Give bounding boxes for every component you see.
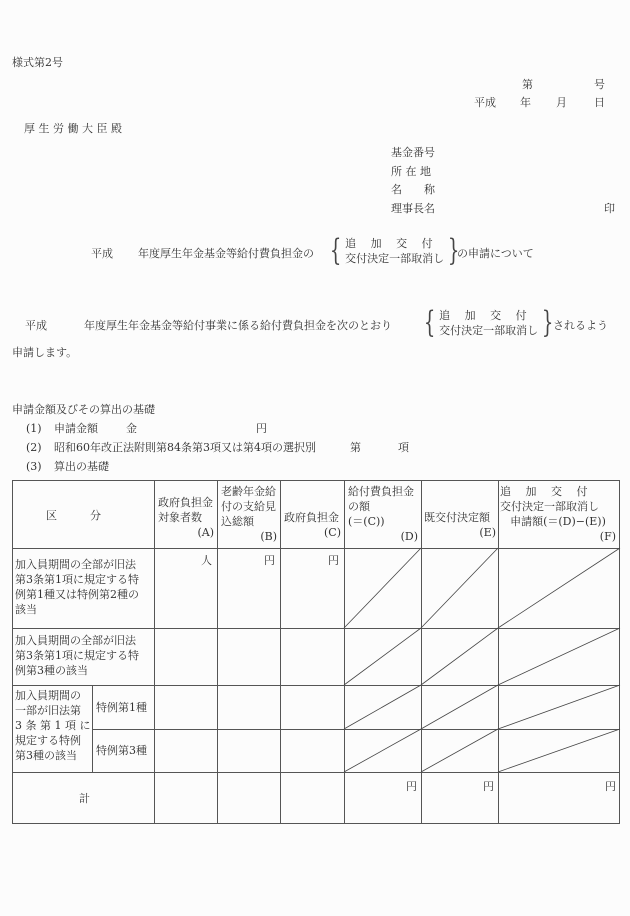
date-year: 年: [520, 96, 531, 109]
total-label: 計: [79, 792, 90, 805]
header-b-code: (B): [260, 530, 277, 543]
row2-label-line1: 加入員期間の全部が旧法: [15, 634, 136, 647]
item3-label: 算出の基礎: [54, 460, 109, 473]
addressee: 厚 生 労 働 大 臣 殿: [24, 122, 122, 135]
header-col-b: [221, 484, 277, 544]
header-a-line2: 対象者数: [158, 511, 202, 524]
fund-number-label: 基金番号: [391, 146, 435, 159]
body-line2: 申請します。: [12, 346, 78, 359]
total-f-unit: 円: [605, 780, 616, 793]
item2-label: 昭和60年改正法附則第84条第3項又は第4項の選択別: [54, 441, 316, 454]
header-d-line1: 給付費負担金: [348, 485, 414, 498]
item1-number: (1): [26, 422, 42, 435]
header-col-d: [348, 484, 418, 544]
body-text: 年度厚生年金基金等給付事業に係る給付費負担金を次のとおり: [84, 319, 392, 332]
header-d-line3: (＝(C)): [348, 515, 385, 528]
title-suffix: の申請について: [457, 247, 534, 260]
item3-number: (3): [26, 460, 42, 473]
header-a-line1: 政府負担金: [158, 496, 213, 509]
row1-a-unit: 人: [201, 554, 212, 567]
total-d-unit: 円: [406, 780, 417, 793]
right-brace-icon: }: [447, 233, 460, 268]
group-label-line2: 一部が旧法第: [15, 704, 81, 717]
group-label-line5: 第3種の該当: [15, 749, 77, 762]
section-heading: 申請金額及びその算出の基礎: [12, 403, 155, 416]
item1-mid: 金: [126, 422, 137, 435]
date-day: 日: [594, 96, 605, 109]
row1-label: [15, 557, 153, 617]
header-f-code: (F): [599, 530, 616, 543]
header-f-line3: 申請額(＝(D)−(E)): [510, 515, 606, 528]
row1-b-unit: 円: [264, 554, 275, 567]
header-b-line3: 込総額: [221, 515, 254, 528]
header-col-f: [500, 484, 616, 544]
right-brace-icon: }: [541, 305, 554, 340]
date-era: 平成: [474, 96, 496, 109]
body-suffix: されるよう: [553, 319, 608, 332]
left-brace-icon: {: [423, 305, 436, 340]
doc-number-suffix: 号: [594, 78, 605, 91]
item1-unit: 円: [256, 422, 267, 435]
header-d-code: (D): [400, 530, 418, 543]
row-group-label: [15, 688, 91, 763]
item2-number: (2): [26, 441, 42, 454]
header-e-line1: 既交付決定額: [424, 511, 490, 524]
body-era: 平成: [25, 319, 47, 332]
item2-unit: 項: [398, 441, 409, 454]
row1-c-unit: 円: [328, 554, 339, 567]
header-b-line1: 老齢年金給: [221, 485, 276, 498]
header-col-c: [284, 510, 341, 540]
header-f-option-additional: 追 加 交 付: [500, 485, 588, 498]
form-number: 様式第2号: [12, 56, 63, 69]
director-label: 理事長名: [391, 202, 435, 215]
row1-label-line1: 加入員期間の全部が旧法: [15, 558, 136, 571]
header-a-code: (A): [197, 526, 214, 539]
header-col-a: [158, 495, 214, 540]
row3-sub-label: 特例第1種: [96, 701, 147, 714]
title-era: 平成: [91, 247, 113, 260]
doc-number-prefix: 第: [522, 78, 533, 91]
row1-label-line4: 該当: [15, 603, 37, 616]
header-c-code: (C): [324, 526, 341, 539]
row1-label-line2: 第3条第1項に規定する特: [15, 573, 139, 586]
header-e-code: (E): [479, 526, 496, 539]
header-f-option-cancel: 交付決定一部取消し: [500, 500, 599, 513]
title-option-cancel: 交付決定一部取消し: [345, 252, 445, 265]
item1-label: 申請金額: [54, 422, 98, 435]
group-label-line1: 加入員期間の: [15, 689, 81, 702]
row2-label-line3: 例第3種の該当: [15, 664, 88, 677]
row1-label-line3: 例第1種又は特例第2種の: [15, 588, 139, 601]
body-option-cancel: 交付決定一部取消し: [439, 324, 539, 337]
title-option-additional: 追 加 交 付: [345, 237, 433, 250]
item2-mid: 第: [350, 441, 361, 454]
date-month: 月: [556, 96, 567, 109]
header-b-line2: 付の支給見: [221, 500, 276, 513]
group-label-line3: 3 条 第 1 項 に: [15, 719, 91, 732]
header-category: 区 分: [46, 509, 101, 522]
left-brace-icon: {: [329, 233, 342, 268]
total-e-unit: 円: [483, 780, 494, 793]
header-c-line1: 政府負担金: [284, 511, 339, 524]
header-col-e: [424, 510, 496, 540]
address-label: 所 在 地: [391, 165, 431, 178]
seal-mark: 印: [604, 202, 615, 215]
row2-label: [15, 633, 153, 678]
row4-sub-label: 特例第3種: [96, 744, 147, 757]
row2-label-line2: 第3条第1項に規定する特: [15, 649, 139, 662]
body-option-additional: 追 加 交 付: [439, 309, 527, 322]
title-text: 年度厚生年金基金等給付費負担金の: [138, 247, 314, 260]
header-d-line2: の額: [348, 500, 370, 513]
group-label-line4: 規定する特例: [15, 734, 81, 747]
name-label: 名 称: [391, 183, 435, 196]
